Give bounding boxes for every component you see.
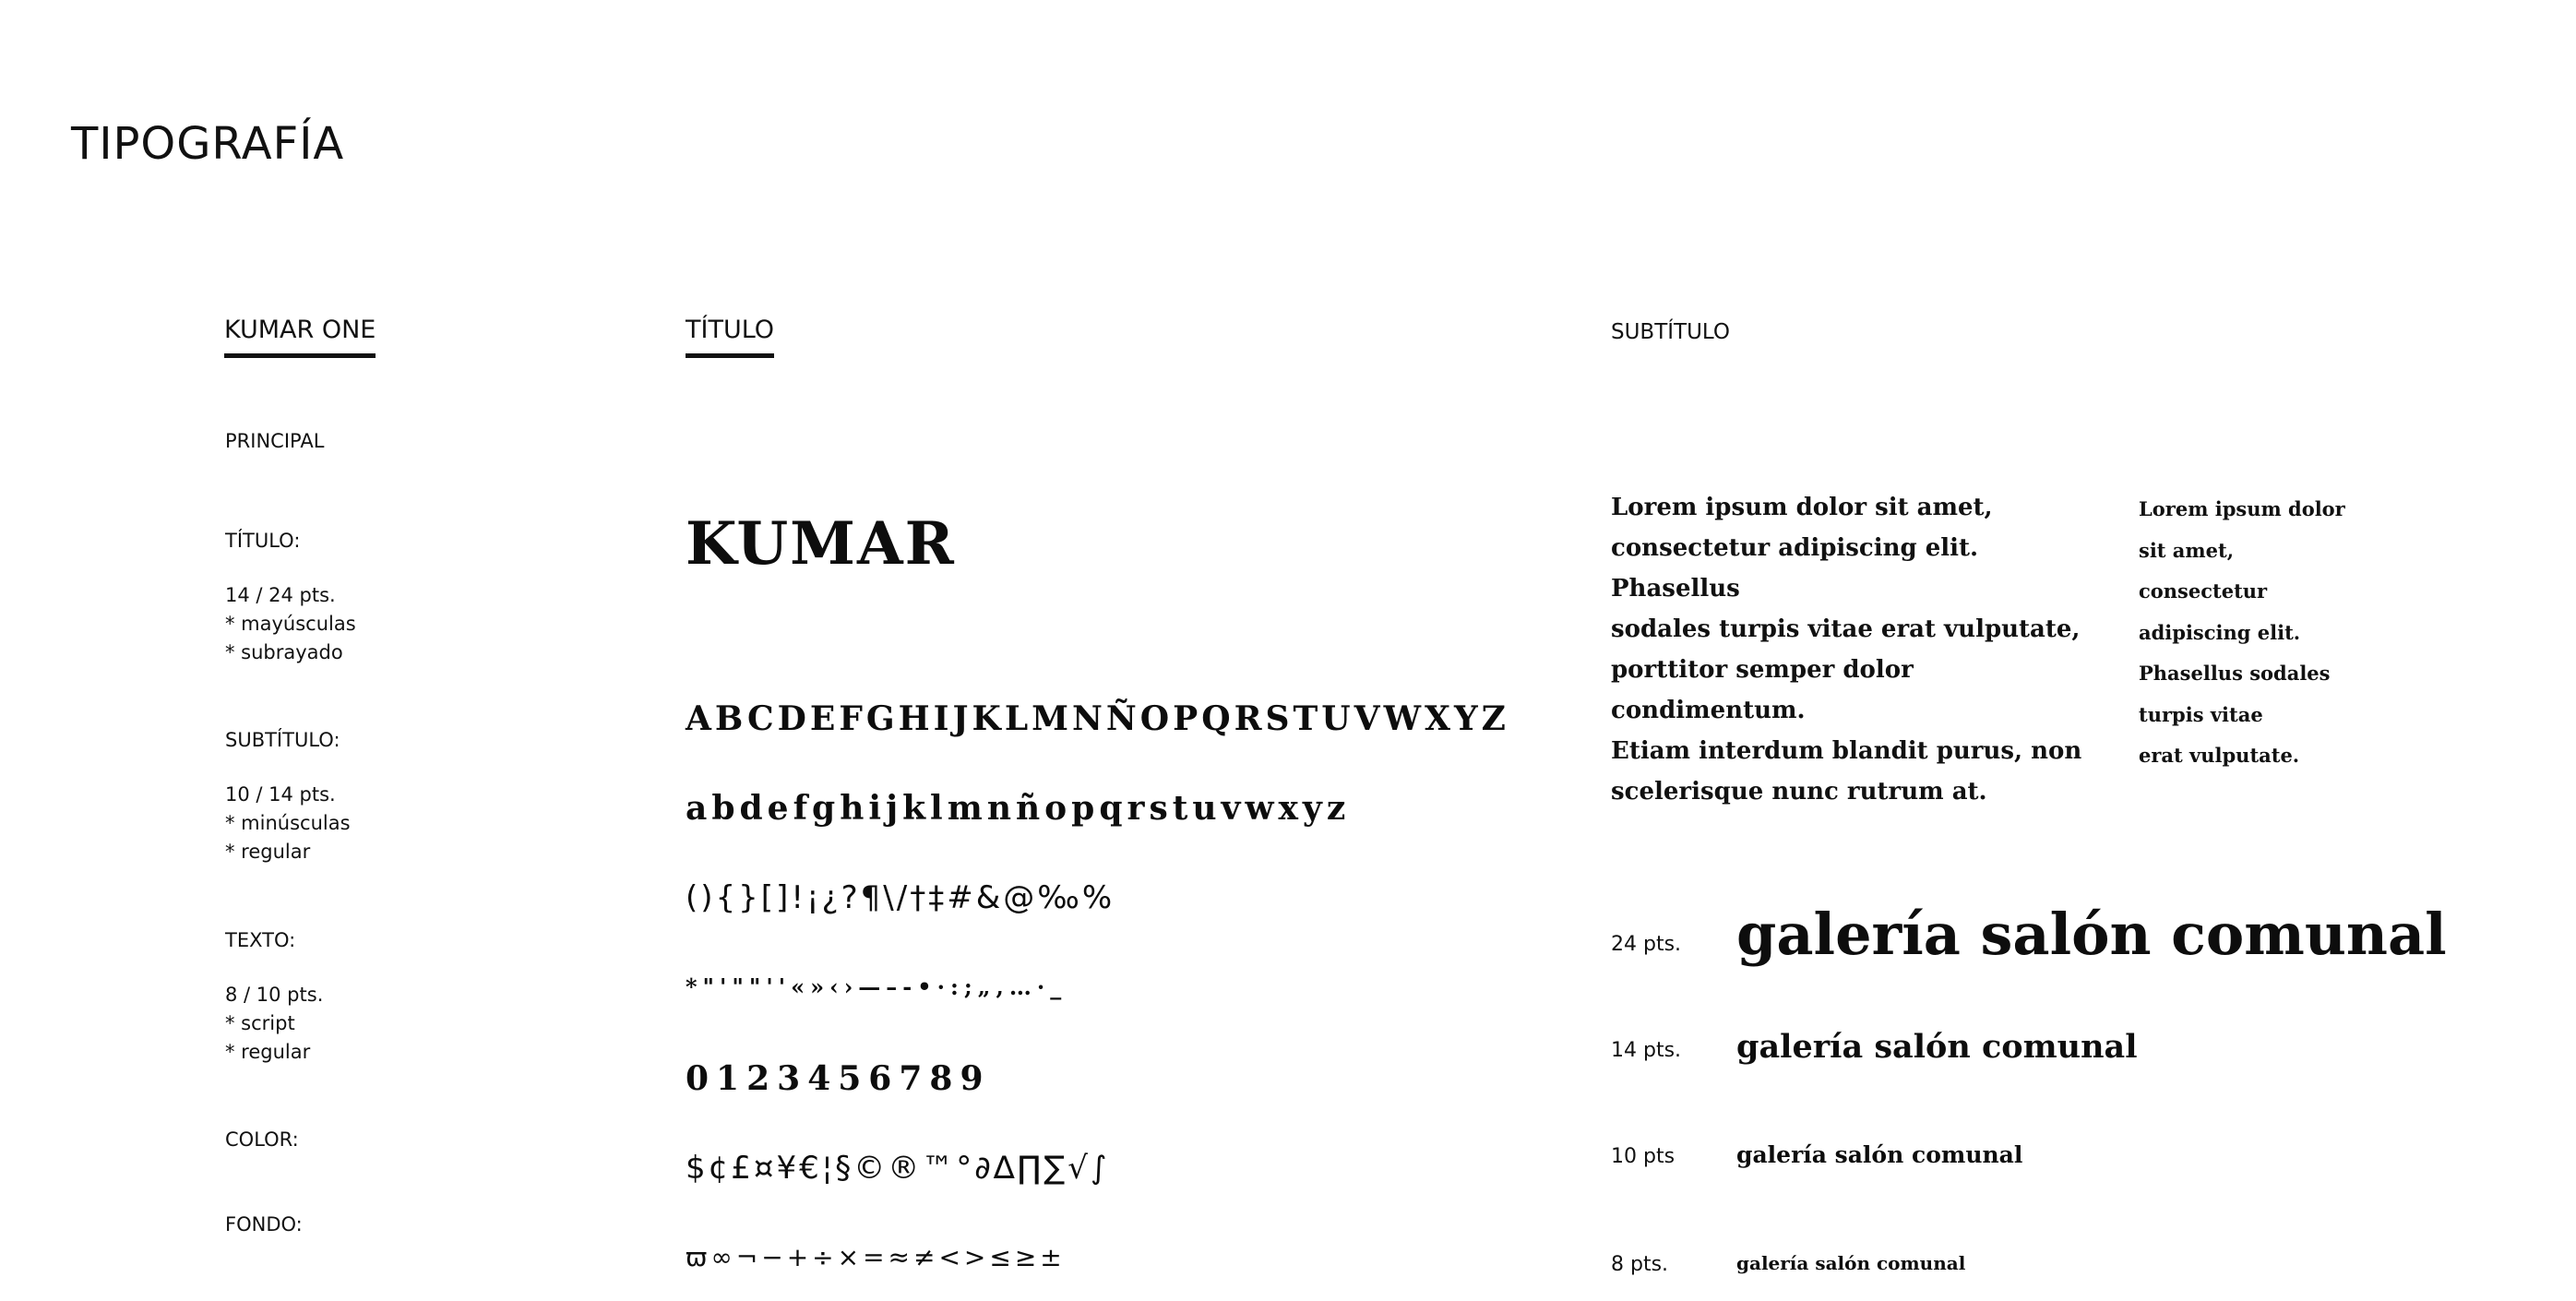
subtitle-heading: SUBTÍTULO bbox=[1611, 320, 1731, 344]
lorem-line: sit amet, consectetur bbox=[2139, 538, 2268, 603]
principal-label: PRINCIPAL bbox=[225, 430, 325, 452]
title-heading: TÍTULO bbox=[686, 316, 774, 358]
texto-spec-label: TEXTO: bbox=[225, 929, 296, 951]
specimen-math: ϖ∞¬−+÷×=≈≠<>≤≥± bbox=[686, 1242, 1066, 1272]
lorem-paragraph-large bbox=[1611, 487, 2100, 812]
specimen-lowercase: abdefghijklmnñopqrstuvwxyz bbox=[686, 789, 1351, 828]
page-title: TIPOGRAFÍA bbox=[71, 118, 345, 170]
size-label-10: 10 pts bbox=[1611, 1145, 1676, 1168]
lorem-line: porttitor semper dolor condimentum. bbox=[1611, 656, 1914, 724]
color-spec-label: COLOR: bbox=[225, 1128, 299, 1151]
spec-line: * script bbox=[225, 1012, 295, 1034]
size-label-24: 24 pts. bbox=[1611, 933, 1682, 956]
lorem-line: Phasellus sodales bbox=[2139, 662, 2331, 685]
spec-line: 10 / 14 pts. bbox=[225, 783, 336, 806]
lorem-paragraph-small bbox=[2139, 489, 2360, 777]
fondo-spec-label: FONDO: bbox=[225, 1213, 303, 1235]
lorem-line: erat vulputate. bbox=[2139, 744, 2300, 767]
size-sample-14: galería salón comunal bbox=[1736, 1028, 2138, 1066]
lorem-line: adipiscing elit. bbox=[2139, 620, 2301, 644]
lorem-line: sodales turpis vitae erat vulputate, bbox=[1611, 615, 2081, 643]
lorem-line: Etiam interdum blandit purus, non bbox=[1611, 737, 2082, 765]
specimen-digits: 0123456789 bbox=[686, 1059, 991, 1098]
spec-line: 8 / 10 pts. bbox=[225, 984, 324, 1006]
specimen-uppercase: ABCDEFGHIJKLMNÑOPQRSTUVWXYZ bbox=[686, 699, 1509, 738]
specimen-punctuation: *"'""''«»‹›—–-•·:;„,…·_ bbox=[686, 973, 1067, 1000]
lorem-line: turpis vitae bbox=[2139, 702, 2263, 726]
spec-line: * regular bbox=[225, 1041, 311, 1063]
spec-line: * regular bbox=[225, 841, 311, 863]
specimen-symbols: (){}[]!¡¿?¶\/†‡#&@‰% bbox=[686, 879, 1115, 916]
specimen-currency: $¢£¤¥€¦§©®™°∂∆∏∑√∫ bbox=[686, 1150, 1110, 1187]
size-label-8: 8 pts. bbox=[1611, 1253, 1669, 1276]
size-sample-24: galería salón comunal bbox=[1736, 901, 2447, 968]
texto-spec bbox=[225, 981, 323, 1067]
size-label-14: 14 pts. bbox=[1611, 1039, 1682, 1062]
titulo-spec bbox=[225, 581, 356, 667]
specimen-name: KUMAR bbox=[686, 509, 956, 579]
titulo-spec-label: TÍTULO: bbox=[225, 530, 301, 552]
spec-line: * mayúsculas bbox=[225, 613, 356, 635]
lorem-line: scelerisque nunc rutrum at. bbox=[1611, 778, 1987, 806]
font-name-heading: KUMAR ONE bbox=[224, 316, 376, 358]
lorem-line: Lorem ipsum dolor bbox=[2139, 497, 2345, 520]
subtitulo-spec-label: SUBTÍTULO: bbox=[225, 729, 340, 751]
lorem-line: consectetur adipiscing elit. Phasellus bbox=[1611, 534, 1979, 603]
spec-line: 14 / 24 pts. bbox=[225, 584, 336, 606]
spec-line: * subrayado bbox=[225, 641, 343, 663]
size-sample-8: galería salón comunal bbox=[1736, 1252, 1966, 1274]
subtitulo-spec bbox=[225, 781, 351, 866]
lorem-line: Lorem ipsum dolor sit amet, bbox=[1611, 494, 1993, 521]
size-sample-10: galería salón comunal bbox=[1736, 1141, 2023, 1168]
spec-line: * minúsculas bbox=[225, 812, 351, 834]
